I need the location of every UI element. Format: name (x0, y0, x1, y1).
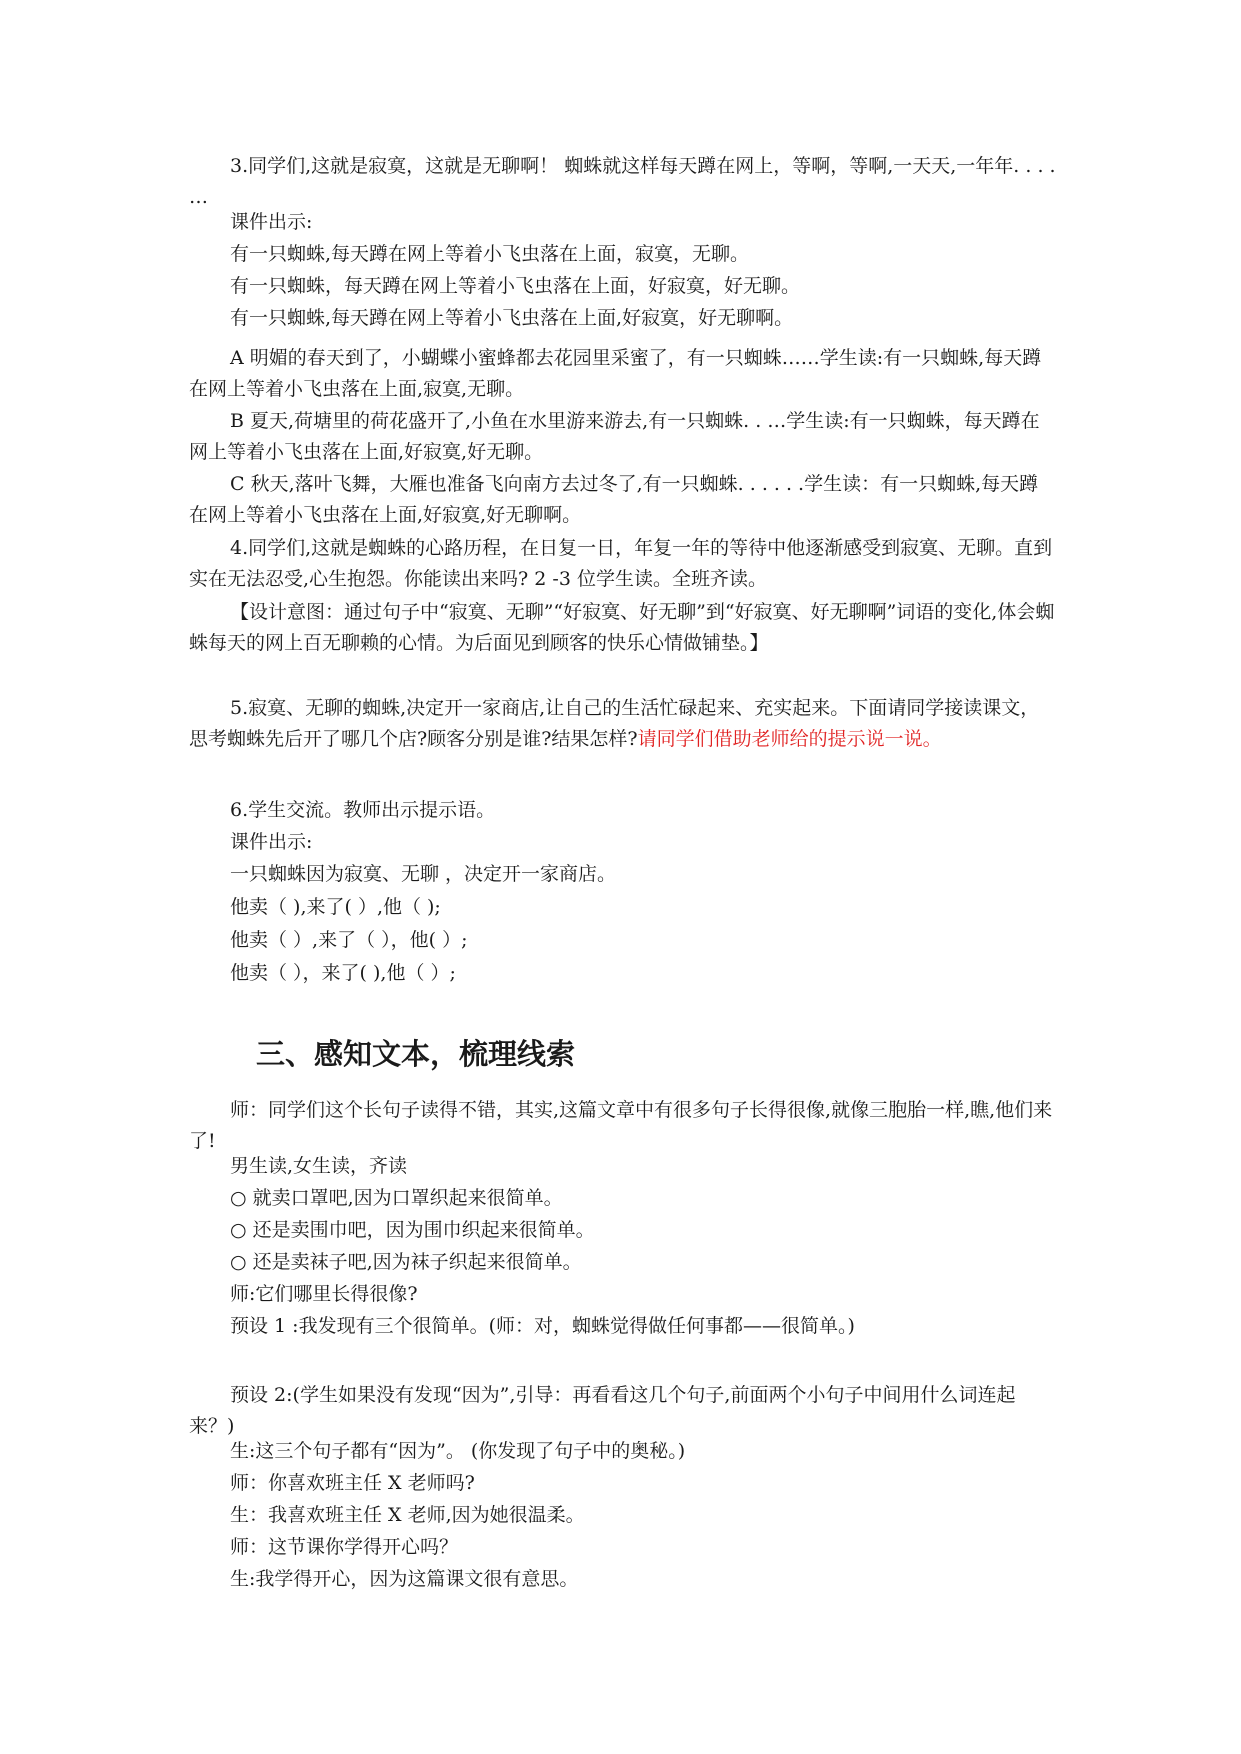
step-5-highlight: 请同学们借助老师给的提示说一说。 (637, 728, 942, 750)
paragraph-step-6: 6.学生交流。教师出示提示语。 (230, 799, 496, 821)
paragraph-step-3: 3.同学们,这就是寂寞，这就是无聊啊！ 蜘蛛就这样每天蹲在网上，等啊，等啊,一天天,一年年. . . . … (189, 155, 1056, 208)
student-reply-3: 生:我学得开心，因为这篇课文很有意思。 (230, 1568, 579, 1590)
section-heading: 三、感知文本，梳理线索 (256, 1037, 576, 1071)
teacher-intro: 师：同学们这个长句子读得不错，其实,这篇文章中有很多句子长得很像,就像三胞胎一样,瞧,他们来了! (189, 1099, 1053, 1152)
paragraph-spring: A 明媚的春天到了，小蝴蝶小蜜蜂都去花园里采蜜了，有一只蜘蛛……学生读:有一只蜘蛛,每天蹲在网上等着小飞虫落在上面,寂寞,无聊。 (189, 347, 1042, 400)
preset-answer-1: 预设 1 :我发现有三个很简单。(师：对，蜘蛛觉得做任何事都——很简单。) (230, 1315, 855, 1337)
teacher-question-2: 师：你喜欢班主任 X 老师吗? (230, 1472, 475, 1494)
teacher-question-3: 师：这节课你学得开心吗？ (230, 1536, 459, 1558)
paragraph-step-5 (189, 693, 1057, 755)
example-sentence-1: 有一只蜘蛛,每天蹲在网上等着小飞虫落在上面，寂寞，无聊。 (230, 243, 750, 265)
example-sentence-2: 有一只蜘蛛，每天蹲在网上等着小飞虫落在上面，好寂寞，好无聊。 (230, 275, 801, 297)
step-5-text: 5.寂寞、无聊的蜘蛛,决定开一家商店,让自己的生活忙碌起来、充实起来。下面请同学接读课文，思考蜘蛛先后开了哪几个店?顾客分别是谁?结果怎样? (189, 697, 1040, 750)
teacher-question: 师:它们哪里长得很像? (230, 1283, 418, 1305)
paragraph-summer: B 夏天,荷塘里的荷花盛开了,小鱼在水里游来游去,有一只蜘蛛. . …学生读:有一只蜘蛛，每天蹲在网上等着小飞虫落在上面,好寂寞,好无聊。 (189, 410, 1040, 463)
triplet-sentence-1: ○ 就卖口罩吧,因为口罩织起来很简单。 (230, 1187, 563, 1209)
fill-blank-line-3: 他卖（ ），来了( ),他（ ）; (230, 962, 456, 984)
reading-instruction: 男生读,女生读，齐读 (230, 1155, 408, 1177)
design-intent-note: 【设计意图：通过句子中“寂寞、无聊”“好寂寞、好无聊”到“好寂寞、好无聊啊”词语的变化,体会蜘蛛每天的网上百无聊赖的心情。为后面见到顾客的快乐心情做铺垫。】 (189, 601, 1055, 654)
student-reply-1: 生:这三个句子都有“因为”。 (你发现了句子中的奥秘。) (230, 1440, 686, 1462)
paragraph-step-4: 4.同学们,这就是蜘蛛的心路历程，在日复一日，年复一年的等待中他逐渐感受到寂寞、无聊。直到实在无法忍受,心生抱怨。你能读出来吗? 2 -3 位学生读。全班齐读。 (189, 537, 1053, 590)
triplet-sentence-3: ○ 还是卖袜子吧,因为袜子织起来很简单。 (230, 1251, 582, 1273)
student-reply-2: 生：我喜欢班主任 X 老师,因为她很温柔。 (230, 1504, 585, 1526)
example-sentence-3: 有一只蜘蛛,每天蹲在网上等着小飞虫落在上面,好寂寞，好无聊啊。 (230, 307, 794, 329)
courseware-label: 课件出示: (230, 211, 313, 233)
prompt-sentence: 一只蜘蛛因为寂寞、无聊 ，决定开一家商店。 (230, 863, 617, 885)
fill-blank-line-2: 他卖（ ）,来了（ ），他( ）; (230, 929, 468, 951)
courseware-label-2: 课件出示: (230, 831, 313, 853)
preset-answer-2: 预设 2:(学生如果没有发现“因为”,引导：再看看这几个句子,前面两个小句子中间用什么词连起来？) (189, 1384, 1016, 1437)
paragraph-autumn: C 秋天,落叶飞舞，大雁也准备飞向南方去过冬了,有一只蜘蛛. . . . . .学生读：有一只蜘蛛,每天蹲在网上等着小飞虫落在上面,好寂寞,好无聊啊。 (189, 473, 1039, 526)
triplet-sentence-2: ○ 还是卖围巾吧，因为围巾织起来很简单。 (230, 1219, 595, 1241)
fill-blank-line-1: 他卖（ ),来了( ）,他（ ); (230, 896, 441, 918)
